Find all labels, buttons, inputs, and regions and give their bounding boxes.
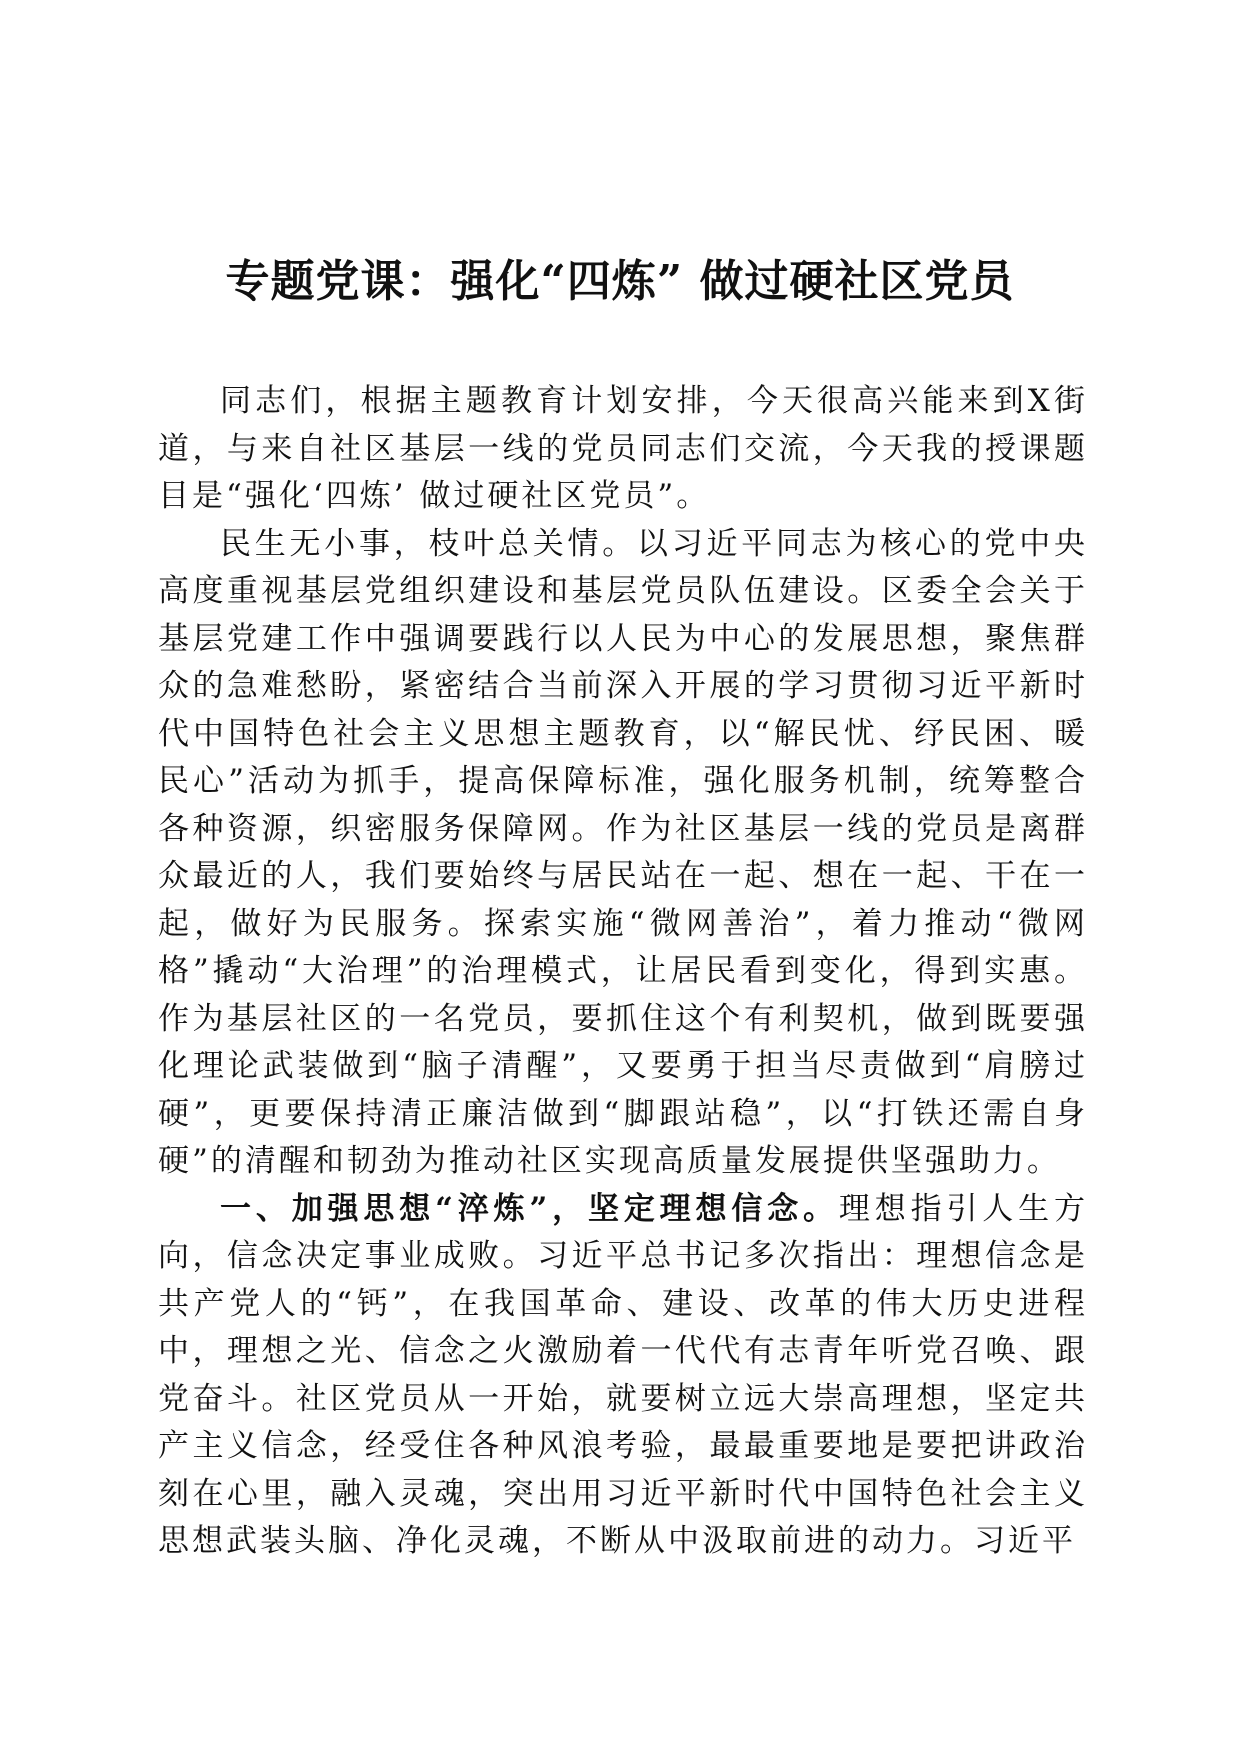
document-body [158, 378, 1088, 1566]
paragraph-background [158, 521, 1088, 1186]
paragraph-section-one [158, 1186, 1088, 1566]
paragraph-text: 理想指引人生方向，信念决定事业成败。习近平总书记多次指出：理想信念是共产党人的“钙”，在我国革命、建设、改革的伟大历史进程中，理想之光、信念之火激励着一代代有志青年听党召唤、跟党奋斗。社区党员从一开始，就要树立远大崇高理想，坚定共产主义信念，经受住各种风浪考验，最最重要地是要把讲政治刻在心里，融入灵魂，突出用习近平新时代中国特色社会主义思想武装头脑、净化灵魂，不断从中汲取前进的动力。习近平 [158, 1190, 1089, 1559]
paragraph-intro [158, 378, 1088, 521]
document-title: 专题党课：强化“四炼” 做过硬社区党员 [225, 256, 1015, 307]
paragraph-text: 同志们，根据主题教育计划安排，今天很高兴能来到X街道，与来自社区基层一线的党员同志们交流，今天我的授课题目是“强化‘四炼’ 做过硬社区党员”。 [158, 383, 1088, 514]
section-heading: 一、加强思想“淬炼”，坚定理想信念。 [220, 1190, 839, 1227]
paragraph-text: 民生无小事，枝叶总关情。以习近平同志为核心的党中央高度重视基层党组织建设和基层党员队伍建设。区委全会关于基层党建工作中强调要践行以人民为中心的发展思想，聚焦群众的急难愁盼，紧密结合当前深入开展的学习贯彻习近平新时代中国特色社会主义思想主题教育，以“解民忧、纾民困、暖民心”活动为抓手，提高保障标准，强化服务机制，统筹整合各种资源，织密服务保障网。作为社区基层一线的党员是离群众最近的人，我们要始终与居民站在一起、想在一起、干在一起，做好为民服务。探索实施“微网善治”，着力推动“微网格”撬动“大治理”的治理模式，让居民看到变化，得到实惠。作为基层社区的一名党员，要抓住这个有利契机，做到既要强化理论武装做到“脑子清醒”，又要勇于担当尽责做到“肩膀过硬”，更要保持清正廉洁做到“脚跟站稳”，以“打铁还需自身硬”的清醒和韧劲为推动社区实现高质量发展提供坚强助力。 [158, 525, 1088, 1179]
